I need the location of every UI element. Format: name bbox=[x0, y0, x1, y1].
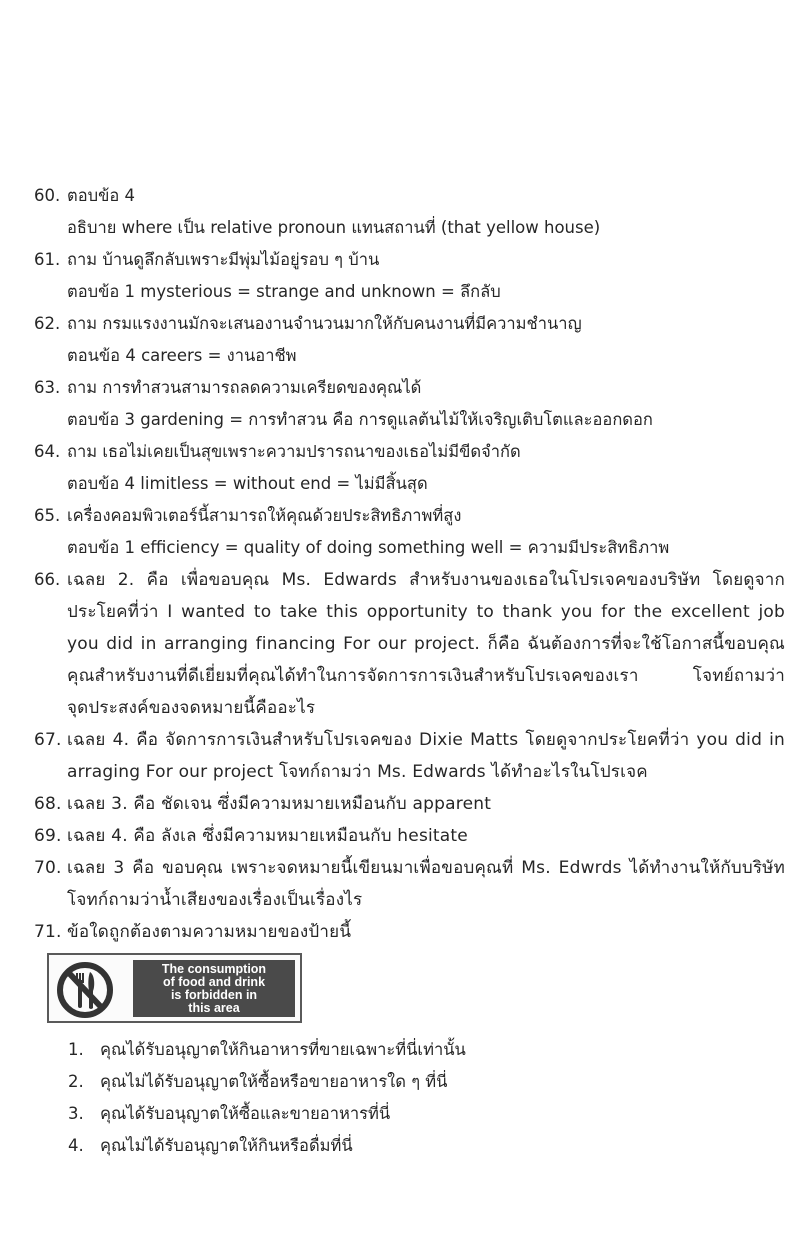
item-text: อธิบาย where เป็น relative pronoun แทนสถานที่ (that yellow house) bbox=[67, 218, 601, 237]
item-68 bbox=[0, 788, 800, 820]
item-66-line-2 bbox=[0, 596, 800, 628]
item-number: 69. bbox=[34, 826, 62, 846]
item-text: เฉลย 4. คือ จัดการการเงินสำหรับโปรเจคของ Dixie Matts โดยดูจากประโยคที่ว่า you did in bbox=[67, 730, 785, 750]
item-text: เฉลย 3. คือ ชัดเจน ซึ่งมีความหมายเหมือนกับ apparent bbox=[67, 794, 492, 814]
item-65-answer bbox=[0, 532, 800, 564]
item-66-line-4 bbox=[0, 660, 800, 692]
item-number: 67. bbox=[34, 730, 62, 750]
sign-text-line: The consumption bbox=[161, 962, 267, 976]
item-text: you did in arranging financing For our project. ก็คือ ฉันต้องการที่จะใช้โอกาสนี้ขอบคุณ bbox=[67, 634, 785, 654]
item-text: ตอบข้อ 1 efficiency = quality of doing something well = ความมีประสิทธิภาพ bbox=[67, 538, 670, 557]
option-text: คุณได้รับอนุญาตให้ซื้อและขายอาหารที่นี่ bbox=[100, 1104, 391, 1123]
item-text: arraging For our project โจทก์ถามว่า Ms. Edwards ได้ทำอะไรในโปรเจค bbox=[67, 762, 648, 782]
item-number: 70. bbox=[34, 858, 62, 878]
item-text: ตอบข้อ 3 gardening = การทำสวน คือ การดูแลต้นไม้ให้เจริญเติบโตและออกดอก bbox=[67, 410, 653, 429]
item-number: 71. bbox=[34, 922, 62, 942]
item-64-answer bbox=[0, 468, 800, 500]
option-text: คุณได้รับอนุญาตให้กินอาหารที่ขายเฉพาะที่นี่เท่านั้น bbox=[100, 1040, 466, 1059]
item-text: ถาม การทำสวนสามารถลดความเครียดของคุณได้ bbox=[67, 378, 422, 397]
option-text: คุณไม่ได้รับอนุญาตให้ซื้อหรือขายอาหารใด ๆ ที่นี่ bbox=[100, 1072, 448, 1091]
no-food-sign bbox=[47, 953, 302, 1023]
item-text: เฉลย 2. คือ เพื่อขอบคุณ Ms. Edwards สำหรับงานของเธอในโปรเจคของบริษัท โดยดูจาก bbox=[67, 570, 785, 590]
option-number: 4. bbox=[68, 1136, 84, 1155]
item-text: ถาม เธอไม่เคยเป็นสุขเพราะความปรารถนาของเธอไม่มีขีดจำกัด bbox=[67, 442, 521, 461]
sign-text-panel bbox=[133, 960, 295, 1017]
item-62 bbox=[0, 308, 800, 340]
item-text: เครื่องคอมพิวเตอร์นี้สามารถให้คุณด้วยประสิทธิภาพที่สูง bbox=[67, 506, 462, 525]
option-text: คุณไม่ได้รับอนุญาตให้กินหรือดื่มที่นี่ bbox=[100, 1136, 353, 1155]
item-70 bbox=[0, 852, 800, 884]
item-text: โจทก์ถามว่าน้ำเสียงของเรื่องเป็นเรื่องไร bbox=[67, 890, 363, 910]
item-text: คุณสำหรับงานที่ดีเยี่ยมที่คุณได้ทำในการจัดการการเงินสำหรับโปรเจคของเรา โจทย์ถามว่า bbox=[67, 666, 785, 686]
item-number: 60. bbox=[34, 186, 61, 205]
item-64 bbox=[0, 436, 800, 468]
option-number: 1. bbox=[68, 1040, 84, 1059]
item-text: เฉลย 3 คือ ขอบคุณ เพราะจดหมายนี้เขียนมาเพื่อขอบคุณที่ Ms. Edwrds ได้ทำงานให้กับบริษัท bbox=[67, 858, 785, 878]
no-food-icon bbox=[55, 959, 115, 1019]
sign-text-line: is forbidden in bbox=[170, 988, 258, 1002]
item-69 bbox=[0, 820, 800, 852]
item-number: 68. bbox=[34, 794, 62, 814]
item-70-line-2 bbox=[0, 884, 800, 916]
sign-text-line: of food and drink bbox=[162, 975, 266, 989]
item-number: 65. bbox=[34, 506, 61, 525]
item-63-answer bbox=[0, 404, 800, 436]
item-number: 64. bbox=[34, 442, 61, 461]
sign-text-line: this area bbox=[188, 1001, 240, 1015]
item-text: ตอบข้อ 1 mysterious = strange and unknown = ลึกลับ bbox=[67, 282, 501, 301]
item-text: ถาม บ้านดูลึกลับเพราะมีพุ่มไม้อยู่รอบ ๆ บ้าน bbox=[67, 250, 380, 269]
item-63 bbox=[0, 372, 800, 404]
item-text: เฉลย 4. คือ ลังเล ซึ่งมีความหมายเหมือนกับ hesitate bbox=[67, 826, 468, 846]
item-62-answer bbox=[0, 340, 800, 372]
item-60-explanation bbox=[0, 212, 800, 244]
item-text: ตอบข้อ 4 limitless = without end = ไม่มีสิ้นสุด bbox=[67, 474, 428, 493]
item-66 bbox=[0, 564, 800, 596]
item-61-answer bbox=[0, 276, 800, 308]
item-text: ตอบข้อ 4 bbox=[67, 186, 136, 205]
option-number: 2. bbox=[68, 1072, 84, 1091]
item-61 bbox=[0, 244, 800, 276]
item-number: 62. bbox=[34, 314, 61, 333]
item-67-line-2 bbox=[0, 756, 800, 788]
item-text: ข้อใดถูกต้องตามความหมายของป้ายนี้ bbox=[67, 922, 352, 942]
item-60 bbox=[0, 180, 800, 212]
item-text: ตอนข้อ 4 careers = งานอาชีพ bbox=[67, 346, 297, 365]
item-number: 63. bbox=[34, 378, 61, 397]
item-65 bbox=[0, 500, 800, 532]
item-71 bbox=[0, 916, 800, 948]
item-66-line-5 bbox=[0, 692, 800, 724]
item-66-line-3 bbox=[0, 628, 800, 660]
item-text: ประโยคที่ว่า I wanted to take this opportunity to thank you for the excellent job bbox=[67, 602, 785, 622]
item-number: 61. bbox=[34, 250, 61, 269]
item-text: ถาม กรมแรงงานมักจะเสนองานจำนวนมากให้กับคนงานที่มีความชำนาญ bbox=[67, 314, 582, 333]
option-number: 3. bbox=[68, 1104, 84, 1123]
item-number: 66. bbox=[34, 570, 61, 589]
item-67 bbox=[0, 724, 800, 756]
item-text: จุดประสงค์ของจดหมายนี้คืออะไร bbox=[67, 698, 316, 718]
